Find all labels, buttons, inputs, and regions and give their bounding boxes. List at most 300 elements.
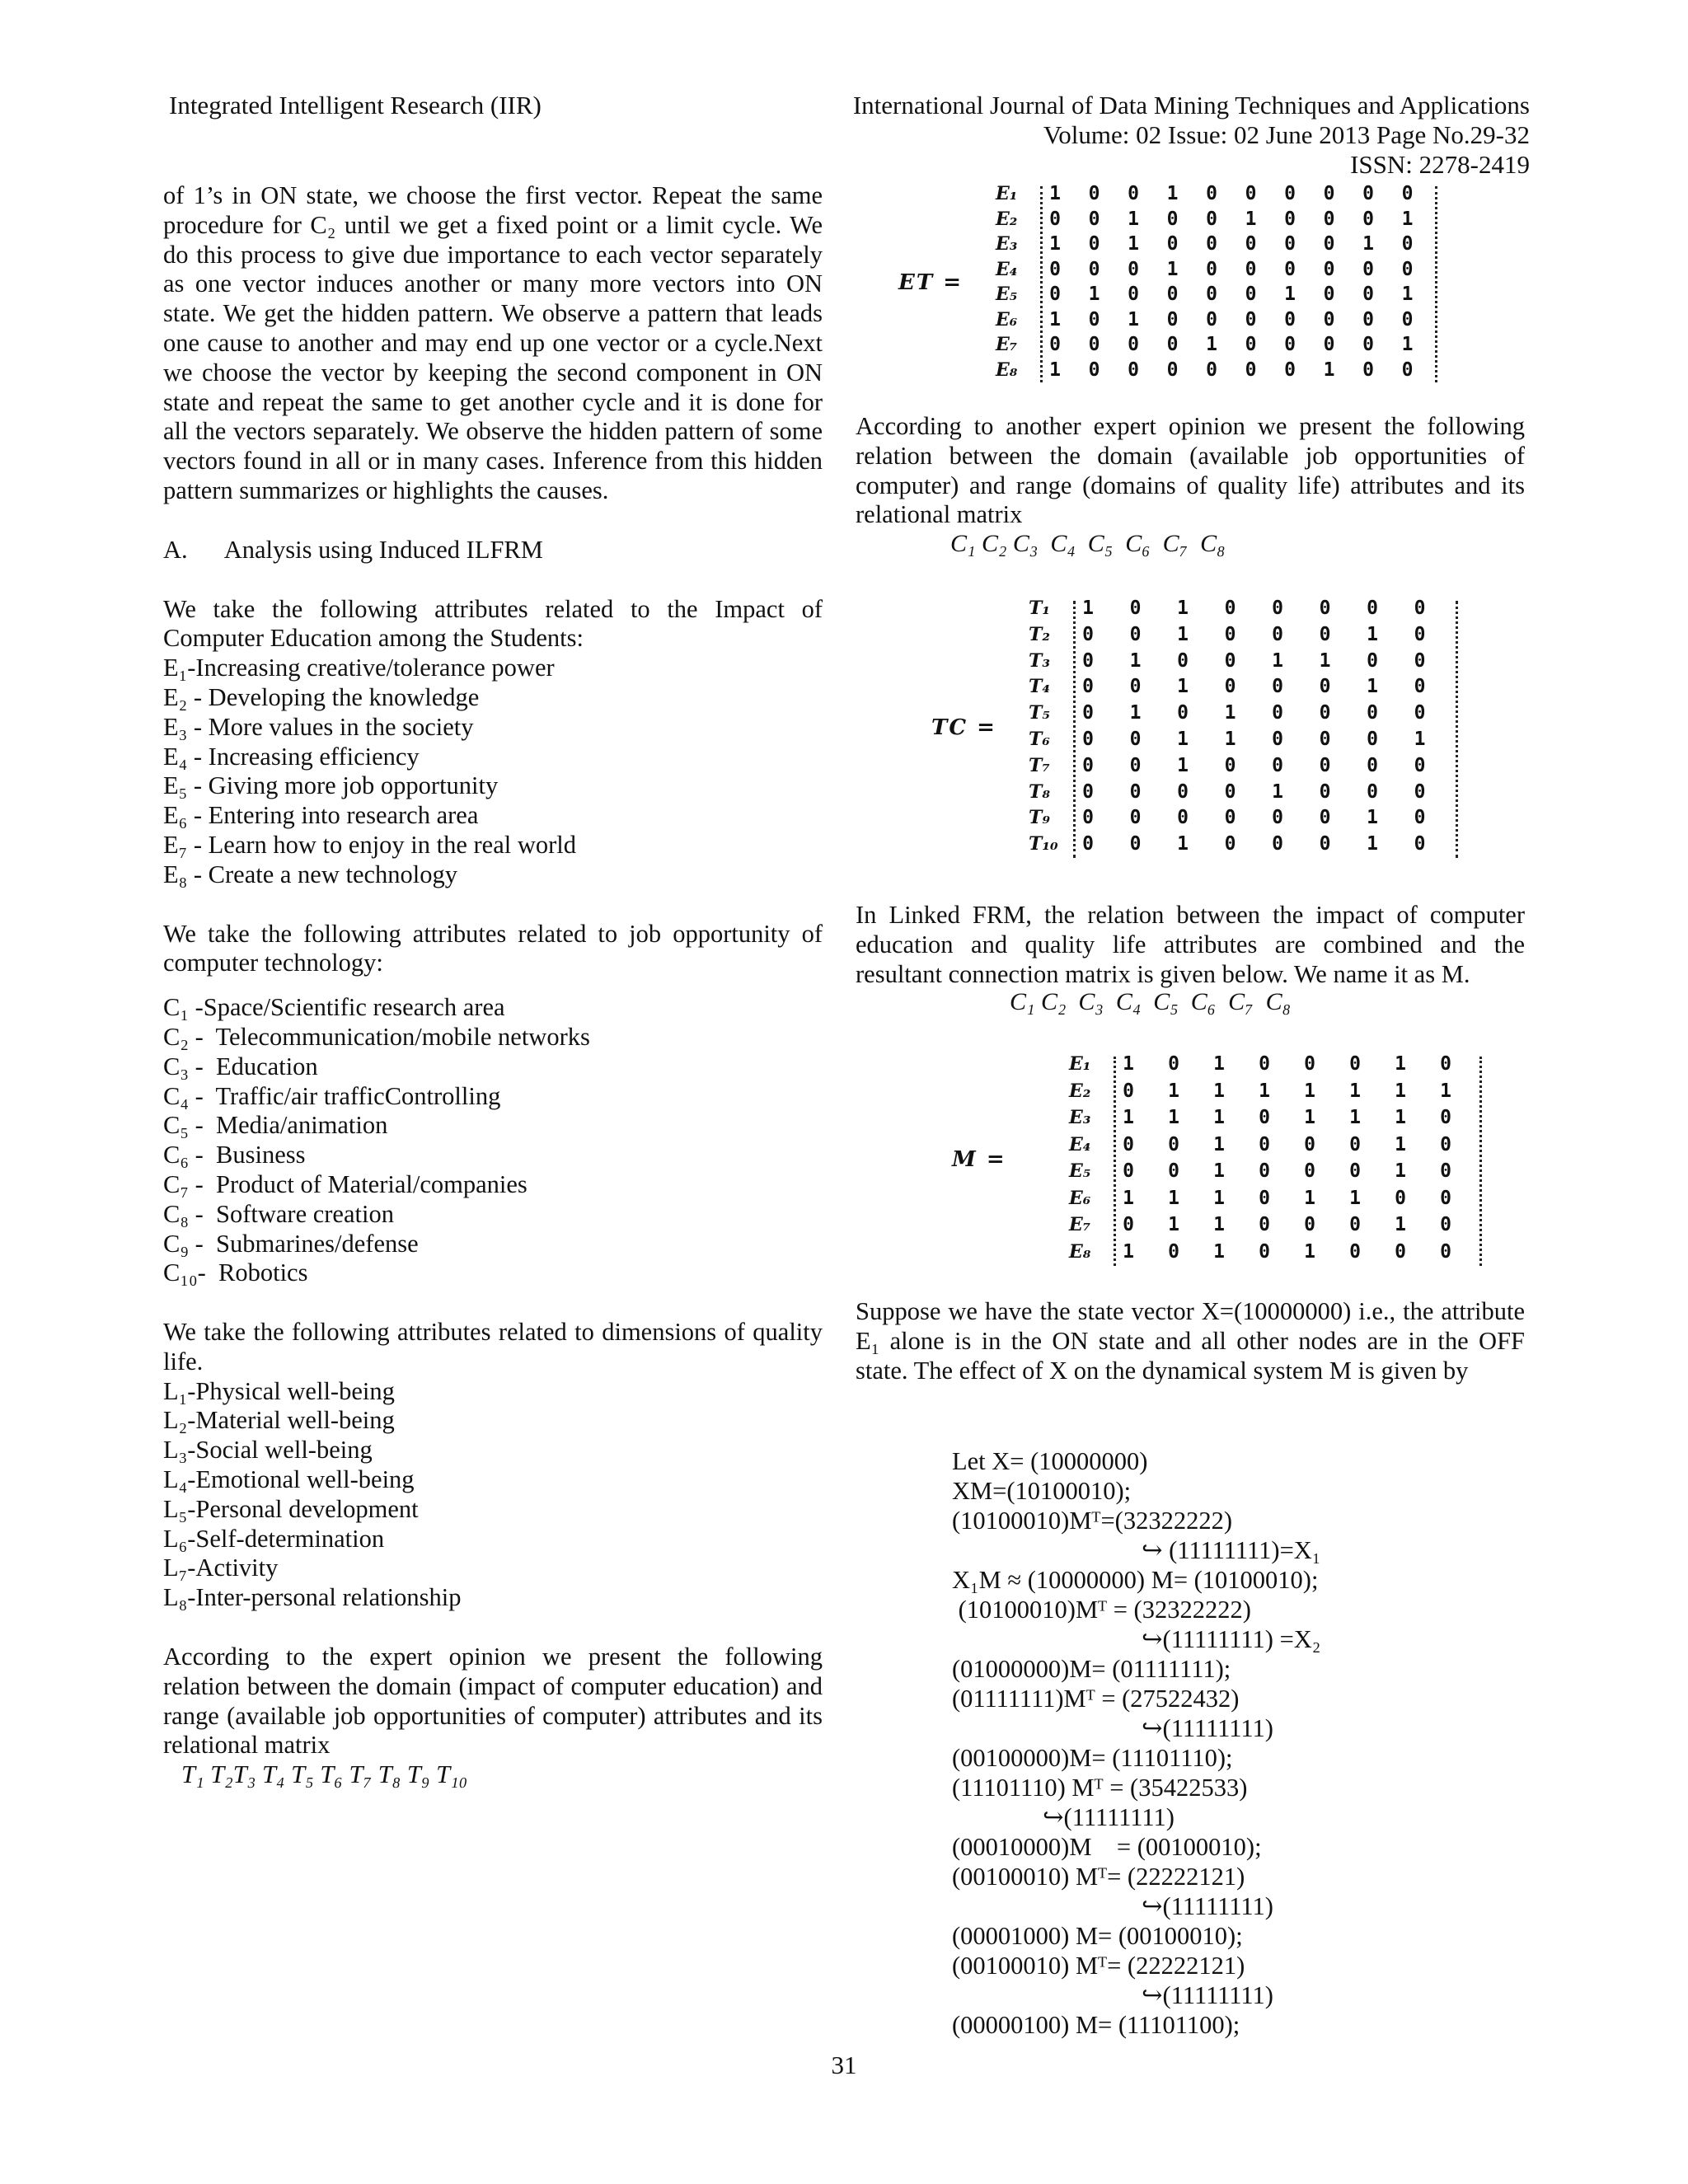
matrix-cell: 1: [1349, 1080, 1361, 1102]
matrix-cell: 0: [1082, 807, 1094, 829]
matrix-cell: 0: [1367, 754, 1378, 776]
e-attribute-item: E₆ - Entering into research area: [163, 801, 479, 830]
matrix-cell: 0: [1129, 833, 1142, 855]
matrix-cell: 0: [1284, 208, 1296, 230]
matrix-row-label: E₂: [996, 208, 1018, 230]
matrix-cell: 0: [1284, 258, 1296, 280]
matrix-cell: 0: [1319, 833, 1331, 855]
matrix-cell: 0: [1088, 208, 1100, 230]
equation-block: [952, 1446, 1320, 2040]
header-left: Integrated Intelligent Research (IIR): [169, 91, 542, 120]
matrix-row-label: T₁₀: [1029, 833, 1058, 855]
matrix-cell: 0: [1367, 598, 1378, 619]
matrix-cell: 1: [1128, 208, 1139, 230]
matrix-cell: 0: [1168, 1160, 1179, 1182]
matrix-cell: 1: [1304, 1187, 1315, 1209]
equation-line: ↪(11111111): [1043, 1803, 1175, 1831]
matrix-cell: 0: [1319, 598, 1331, 619]
matrix-cell: 0: [1129, 807, 1142, 829]
matrix-cell: 1: [1213, 1107, 1225, 1128]
matrix-cell: 1: [1224, 729, 1236, 750]
c-attribute-item: C₆ - Business: [163, 1141, 306, 1169]
matrix-cell: 0: [1088, 308, 1100, 330]
l-attribute-item: L₃-Social well-being: [163, 1436, 373, 1465]
matrix-cell: 0: [1259, 1160, 1270, 1182]
matrix-cell: 1: [1349, 1107, 1361, 1128]
matrix-cell: 0: [1177, 780, 1189, 803]
c-column-header-m: C₁ C₂ C₃ C₄ C₅ C₆ C₇ C₈: [1010, 988, 1292, 1015]
matrix-cell: 0: [1177, 807, 1189, 829]
matrix-row-label: E₃: [996, 233, 1018, 255]
matrix-cell: 1: [1082, 598, 1094, 619]
c-attribute-item: C₅ - Media/animation: [163, 1111, 388, 1140]
matrix-cell: 0: [1367, 780, 1378, 803]
matrix-cell: 0: [1319, 702, 1331, 724]
matrix-cell: 0: [1440, 1133, 1451, 1155]
matrix-cell: 0: [1128, 359, 1139, 381]
equation-line: ↪(11111111) =X₂: [1142, 1625, 1321, 1653]
matrix-cell: 0: [1349, 1133, 1361, 1155]
matrix-cell: 0: [1082, 702, 1094, 724]
matrix-cell: 0: [1284, 334, 1296, 355]
matrix-cell: 0: [1304, 1160, 1315, 1182]
c-attribute-item: C₂ - Telecommunication/mobile networks: [163, 1022, 590, 1051]
matrix-tc: [931, 598, 1492, 869]
matrix-cell: 0: [1206, 233, 1217, 255]
matrix-cell: 0: [1414, 649, 1426, 672]
matrix-cell: 1: [1395, 1160, 1406, 1182]
matrix-cell: 1: [1284, 284, 1296, 305]
equation-line: (00001000) M= (00100010);: [952, 1922, 1243, 1950]
e-attribute-item: E₃ - More values in the society: [163, 712, 474, 741]
matrix-row-label: T₈: [1029, 780, 1051, 803]
matrix-cell: 0: [1224, 754, 1236, 776]
matrix-cell: 1: [1049, 359, 1061, 381]
matrix-row-label: E₄: [1069, 1133, 1091, 1155]
matrix-cell: 0: [1323, 334, 1335, 355]
matrix-cell: 0: [1284, 233, 1296, 255]
matrix-cell: 1: [1166, 258, 1179, 280]
matrix-cell: 0: [1401, 233, 1414, 255]
matrix-cell: 1: [1213, 1080, 1225, 1102]
matrix-row-label: T₇: [1029, 754, 1051, 776]
matrix-cell: 0: [1414, 623, 1426, 645]
matrix-cell: 1: [1123, 1107, 1134, 1128]
matrix-cell: 0: [1128, 258, 1139, 280]
matrix-cell: 1: [1177, 598, 1189, 619]
matrix-cell: 0: [1323, 284, 1335, 305]
matrix-cell: 0: [1323, 233, 1335, 255]
section-heading: A. Analysis using Induced ILFRM: [163, 535, 543, 564]
matrix-cell: 0: [1414, 754, 1426, 776]
matrix-et: [898, 183, 1492, 389]
matrix-cell: 0: [1401, 258, 1414, 280]
matrix-cell: 0: [1284, 359, 1296, 381]
e-attribute-item: E₁-Increasing creative/tolerance power: [163, 654, 555, 682]
matrix-row-label: T₃: [1029, 649, 1051, 672]
matrix-cell: 0: [1123, 1133, 1134, 1155]
c-attribute-item: C₉ - Submarines/defense: [163, 1229, 419, 1258]
matrix-cell: 0: [1168, 1133, 1179, 1155]
matrix-cell: 0: [1177, 702, 1189, 724]
matrix-cell: 0: [1304, 1214, 1315, 1235]
matrix-cell: 0: [1362, 183, 1374, 204]
matrix-cell: 0: [1414, 598, 1426, 619]
matrix-cell: 0: [1440, 1214, 1451, 1235]
matrix-cell: 0: [1362, 284, 1374, 305]
matrix-cell: 1: [1395, 1214, 1406, 1235]
matrix-cell: 0: [1259, 1240, 1270, 1263]
matrix-row-label: T₂: [1029, 623, 1051, 645]
matrix-cell: 0: [1362, 258, 1374, 280]
c-attribute-item: C₇ - Product of Material/companies: [163, 1169, 528, 1198]
matrix-cell: 1: [1213, 1053, 1225, 1075]
matrix-row-label: E₁: [996, 183, 1018, 204]
equation-line: (00100000)M= (11101110);: [952, 1744, 1233, 1772]
matrix-cell: 0: [1129, 598, 1142, 619]
matrix-cell: 1: [1177, 833, 1189, 855]
matrix-cell: 1: [1395, 1053, 1406, 1075]
matrix-cell: 0: [1414, 833, 1426, 855]
matrix-cell: 0: [1319, 676, 1331, 698]
matrix-cell: 0: [1082, 729, 1094, 750]
matrix-cell: 1: [1367, 807, 1378, 829]
matrix-cell: 0: [1129, 754, 1142, 776]
equation-line: (11101110) Mᵀ = (35422533): [952, 1774, 1248, 1802]
matrix-cell: 1: [1272, 649, 1283, 672]
matrix-cell: 1: [1128, 308, 1139, 330]
matrix-cell: 0: [1168, 1240, 1179, 1263]
matrix-cell: 1: [1123, 1053, 1134, 1075]
matrix-cell: 0: [1088, 334, 1100, 355]
matrix-right-bracket: [1452, 601, 1458, 858]
matrix-cell: 0: [1082, 676, 1094, 698]
matrix-cell: 1: [1395, 1107, 1406, 1128]
matrix-cell: 0: [1401, 183, 1414, 204]
matrix-cell: 1: [1123, 1240, 1134, 1263]
matrix-cell: 1: [1177, 729, 1189, 750]
matrix-cell: 1: [1259, 1080, 1270, 1102]
matrix-cell: 1: [1128, 233, 1139, 255]
matrix-cell: 0: [1319, 729, 1331, 750]
equation-line: ↪(11111111): [1142, 1892, 1273, 1920]
matrix-cell: 0: [1166, 233, 1179, 255]
matrix-cell: 0: [1224, 676, 1236, 698]
matrix-cell: 0: [1259, 1053, 1270, 1075]
matrix-cell: 1: [1224, 702, 1236, 724]
matrix-cell: 0: [1323, 308, 1335, 330]
matrix-cell: 0: [1129, 780, 1142, 803]
matrix-cell: 1: [1367, 623, 1378, 645]
matrix-row-label: E₄: [996, 258, 1018, 280]
c-attribute-item: C₁ -Space/Scientific research area: [163, 993, 505, 1022]
equation-line: (01000000)M= (01111111);: [952, 1655, 1231, 1683]
matrix-cell: 1: [1213, 1133, 1225, 1155]
matrix-cell: 0: [1259, 1214, 1270, 1235]
paragraph-expert-opinion: According to the expert opinion we present the following relation between the domain (impact of computer education) and range (available job opportunities of computer) attributes and its relational matrix: [163, 1643, 823, 1760]
matrix-cell: 0: [1245, 308, 1257, 330]
matrix-cell: 0: [1166, 359, 1179, 381]
c-attribute-item: C₄ - Traffic/air trafficControlling: [163, 1081, 501, 1110]
paragraph-quality-life-attributes: We take the following attributes related to dimensions of quality life.: [163, 1318, 823, 1376]
matrix-cell: 1: [1177, 754, 1189, 776]
matrix-row-label: E₅: [1069, 1160, 1091, 1182]
c-attribute-list: [163, 993, 823, 1288]
matrix-cell: 0: [1367, 702, 1378, 724]
matrix-cell: 1: [1414, 729, 1426, 750]
matrix-left-bracket: [1040, 186, 1043, 382]
left-column: [163, 181, 823, 1790]
matrix-cell: 0: [1224, 833, 1236, 855]
matrix-cell: 1: [1213, 1214, 1225, 1235]
l-attribute-item: L₂-Material well-being: [163, 1406, 395, 1435]
matrix-cell: 1: [1367, 833, 1378, 855]
equation-line: (10100010)Mᵀ=(32322222): [952, 1507, 1232, 1535]
matrix-cell: 0: [1395, 1240, 1406, 1263]
matrix-row-label: E₂: [1069, 1080, 1091, 1102]
matrix-cell: 1: [1129, 702, 1142, 724]
matrix-cell: 0: [1123, 1160, 1134, 1182]
matrix-cell: 0: [1206, 208, 1217, 230]
matrix-cell: 1: [1049, 183, 1061, 204]
matrix-cell: 0: [1206, 359, 1217, 381]
matrix-cell: 0: [1128, 183, 1139, 204]
matrix-cell: 0: [1259, 1107, 1270, 1128]
matrix-cell: 0: [1049, 284, 1061, 305]
page-number: 31: [831, 2050, 857, 2079]
matrix-cell: 0: [1414, 780, 1426, 803]
matrix-cell: 0: [1049, 208, 1061, 230]
matrix-m: [952, 1053, 1479, 1284]
matrix-left-bracket: [1073, 601, 1076, 858]
matrix-cell: 0: [1128, 284, 1139, 305]
matrix-cell: 0: [1206, 258, 1217, 280]
c-attribute-item: C₃ - Education: [163, 1052, 318, 1080]
matrix-cell: 0: [1440, 1053, 1451, 1075]
matrix-cell: 0: [1129, 676, 1142, 698]
matrix-cell: 0: [1166, 208, 1179, 230]
matrix-cell: 0: [1206, 183, 1217, 204]
matrix-cell: 1: [1049, 308, 1061, 330]
matrix-cell: 0: [1224, 807, 1236, 829]
matrix-cell: 0: [1123, 1080, 1134, 1102]
matrix-cell: 0: [1323, 258, 1335, 280]
matrix-cell: 1: [1395, 1133, 1406, 1155]
matrix-cell: 0: [1414, 807, 1426, 829]
matrix-cell: 0: [1367, 649, 1378, 672]
matrix-cell: 0: [1088, 233, 1100, 255]
matrix-row-label: T₆: [1029, 729, 1051, 750]
matrix-row-label: E₅: [996, 284, 1018, 305]
equation-line: (00100010) Mᵀ= (22222121): [952, 1863, 1245, 1891]
matrix-cell: 0: [1082, 833, 1094, 855]
matrix-label: TC =: [931, 715, 996, 740]
matrix-cell: 0: [1224, 649, 1236, 672]
equation-line: (00100010) Mᵀ= (22222121): [952, 1952, 1245, 1980]
matrix-cell: 0: [1123, 1214, 1134, 1235]
matrix-cell: 1: [1213, 1240, 1225, 1263]
matrix-row-label: T₅: [1029, 702, 1051, 724]
matrix-cell: 0: [1245, 233, 1257, 255]
matrix-row-label: T₁: [1029, 598, 1051, 619]
matrix-label: ET =: [898, 270, 964, 295]
e-attribute-list: [163, 654, 823, 889]
journal-issn: ISSN: 2278-2419: [1350, 150, 1530, 179]
matrix-cell: 0: [1049, 258, 1061, 280]
matrix-cell: 0: [1082, 754, 1094, 776]
matrix-cell: 1: [1168, 1214, 1179, 1235]
matrix-cell: 0: [1367, 729, 1378, 750]
matrix-cell: 0: [1088, 183, 1100, 204]
matrix-cell: 1: [1362, 233, 1374, 255]
matrix-cell: 0: [1272, 833, 1283, 855]
matrix-label: M =: [952, 1147, 1006, 1172]
matrix-cell: 1: [1168, 1080, 1179, 1102]
matrix-cell: 0: [1349, 1240, 1361, 1263]
matrix-cell: 0: [1245, 334, 1257, 355]
matrix-row-label: T₄: [1029, 676, 1051, 698]
matrix-cell: 0: [1272, 754, 1283, 776]
matrix-cell: 1: [1213, 1187, 1225, 1209]
matrix-cell: 0: [1401, 308, 1414, 330]
equation-line: Let X= (10000000): [952, 1447, 1148, 1475]
matrix-cell: 0: [1129, 623, 1142, 645]
equation-line: XM=(10100010);: [952, 1477, 1132, 1505]
matrix-row-label: E₆: [996, 308, 1018, 330]
matrix-cell: 1: [1088, 284, 1100, 305]
matrix-cell: 0: [1049, 334, 1061, 355]
l-attribute-item: L₇-Activity: [163, 1554, 279, 1582]
equation-line: ↪ (11111111)=X₁: [1142, 1536, 1321, 1564]
matrix-cell: 0: [1206, 284, 1217, 305]
l-attribute-item: L₄-Emotional well-being: [163, 1465, 415, 1494]
matrix-cell: 0: [1245, 183, 1257, 204]
matrix-cell: 0: [1166, 334, 1179, 355]
matrix-cell: 0: [1166, 308, 1179, 330]
l-attribute-item: L₅-Personal development: [163, 1494, 419, 1523]
matrix-cell: 0: [1128, 334, 1139, 355]
c-attribute-item: C₁₀- Robotics: [163, 1258, 308, 1287]
matrix-cell: 1: [1177, 623, 1189, 645]
matrix-cell: 1: [1245, 208, 1257, 230]
equation-line: (01111111)Mᵀ = (27522432): [952, 1685, 1240, 1713]
matrix-cell: 0: [1284, 183, 1296, 204]
matrix-cell: 0: [1319, 754, 1331, 776]
matrix-cell: 0: [1362, 334, 1374, 355]
matrix-cell: 1: [1213, 1160, 1225, 1182]
e-attribute-item: E₅ - Giving more job opportunity: [163, 771, 499, 800]
matrix-right-bracket: [1432, 186, 1437, 382]
matrix-cell: 0: [1082, 623, 1094, 645]
l-attribute-item: L₈-Inter-personal relationship: [163, 1583, 462, 1612]
paragraph-linked-frm: In Linked FRM, the relation between the impact of computer education and quality life attributes are combined and the resultant connection matrix is given below. We name it as M.: [856, 901, 1525, 988]
matrix-cell: 0: [1082, 649, 1094, 672]
matrix-cell: 1: [1349, 1187, 1361, 1209]
l-attribute-item: L₁-Physical well-being: [163, 1376, 395, 1405]
equation-line: (00000100) M= (11101100);: [952, 2011, 1240, 2039]
matrix-cell: 1: [1304, 1080, 1315, 1102]
matrix-cell: 0: [1319, 807, 1331, 829]
matrix-cell: 0: [1259, 1133, 1270, 1155]
matrix-cell: 1: [1401, 334, 1414, 355]
matrix-row-label: E₆: [1069, 1187, 1091, 1209]
matrix-cell: 0: [1129, 729, 1142, 750]
matrix-cell: 0: [1272, 623, 1283, 645]
matrix-cell: 0: [1414, 702, 1426, 724]
matrix-cell: 1: [1272, 780, 1283, 803]
matrix-cell: 1: [1123, 1187, 1134, 1209]
matrix-cell: 0: [1323, 183, 1335, 204]
matrix-cell: 0: [1177, 649, 1189, 672]
equation-line: (10100010)Mᵀ = (32322222): [952, 1596, 1251, 1624]
matrix-cell: 1: [1166, 183, 1179, 204]
matrix-cell: 0: [1088, 359, 1100, 381]
paragraph-impact-attributes: We take the following attributes related to the Impact of Computer Education among the Students:: [163, 594, 823, 653]
paragraph-another-expert: According to another expert opinion we present the following relation between the domain (available job opportunities of computer) and range (domains of quality life) attributes and its relational matrix: [856, 412, 1525, 529]
matrix-cell: 1: [1129, 649, 1142, 672]
matrix-cell: 0: [1272, 702, 1283, 724]
matrix-cell: 0: [1362, 359, 1374, 381]
paragraph-state-vector: Suppose we have the state vector X=(10000000) i.e., the attribute E₁ alone is in the ON state and all other nodes are in the OFF state. The effect of X on the dynamical system M is given by: [856, 1297, 1525, 1385]
e-attribute-item: E₇ - Learn how to enjoy in the real world: [163, 830, 577, 859]
matrix-cell: 0: [1395, 1187, 1406, 1209]
matrix-cell: 0: [1088, 258, 1100, 280]
matrix-cell: 0: [1304, 1133, 1315, 1155]
matrix-cell: 0: [1362, 308, 1374, 330]
matrix-cell: 1: [1168, 1187, 1179, 1209]
matrix-cell: 0: [1245, 359, 1257, 381]
matrix-row-label: E₇: [996, 334, 1018, 355]
matrix-cell: 0: [1272, 807, 1283, 829]
equation-line: X₁M ≈ (10000000) M= (10100010);: [952, 1566, 1319, 1594]
equation-line: (00010000)M = (00100010);: [952, 1833, 1262, 1861]
matrix-cell: 0: [1272, 598, 1283, 619]
matrix-cell: 0: [1319, 623, 1331, 645]
c-column-header: C₁ C₂ C₃ C₄ C₅ C₆ C₇ C₈: [950, 530, 1226, 557]
equation-line: ↪(11111111): [1142, 1714, 1273, 1742]
matrix-cell: 0: [1224, 623, 1236, 645]
matrix-cell: 0: [1082, 780, 1094, 803]
matrix-row-label: E₃: [1069, 1107, 1091, 1128]
matrix-cell: 0: [1224, 598, 1236, 619]
matrix-cell: 1: [1206, 334, 1217, 355]
matrix-row-label: E₈: [996, 359, 1018, 381]
matrix-cell: 0: [1304, 1053, 1315, 1075]
matrix-cell: 0: [1284, 308, 1296, 330]
matrix-cell: 0: [1272, 729, 1283, 750]
matrix-right-bracket: [1476, 1057, 1482, 1266]
matrix-cell: 0: [1440, 1187, 1451, 1209]
matrix-cell: 1: [1367, 676, 1378, 698]
matrix-cell: 0: [1401, 359, 1414, 381]
l-attribute-item: L₆-Self-determination: [163, 1524, 385, 1553]
l-attribute-list: [163, 1377, 823, 1613]
matrix-cell: 0: [1440, 1160, 1451, 1182]
matrix-cell: 1: [1401, 284, 1414, 305]
matrix-cell: 0: [1323, 208, 1335, 230]
matrix-cell: 1: [1401, 208, 1414, 230]
journal-title: International Journal of Data Mining Techniques and Applications: [852, 91, 1530, 120]
matrix-cell: 0: [1168, 1053, 1179, 1075]
matrix-row-label: E₇: [1069, 1214, 1091, 1235]
journal-volume: Volume: 02 Issue: 02 June 2013 Page No.29-32: [1043, 120, 1530, 149]
matrix-left-bracket: [1114, 1057, 1116, 1266]
matrix-cell: 1: [1323, 359, 1335, 381]
matrix-cell: 1: [1319, 649, 1331, 672]
matrix-row-label: E₈: [1069, 1240, 1091, 1263]
matrix-cell: 1: [1049, 233, 1061, 255]
matrix-cell: 0: [1440, 1107, 1451, 1128]
